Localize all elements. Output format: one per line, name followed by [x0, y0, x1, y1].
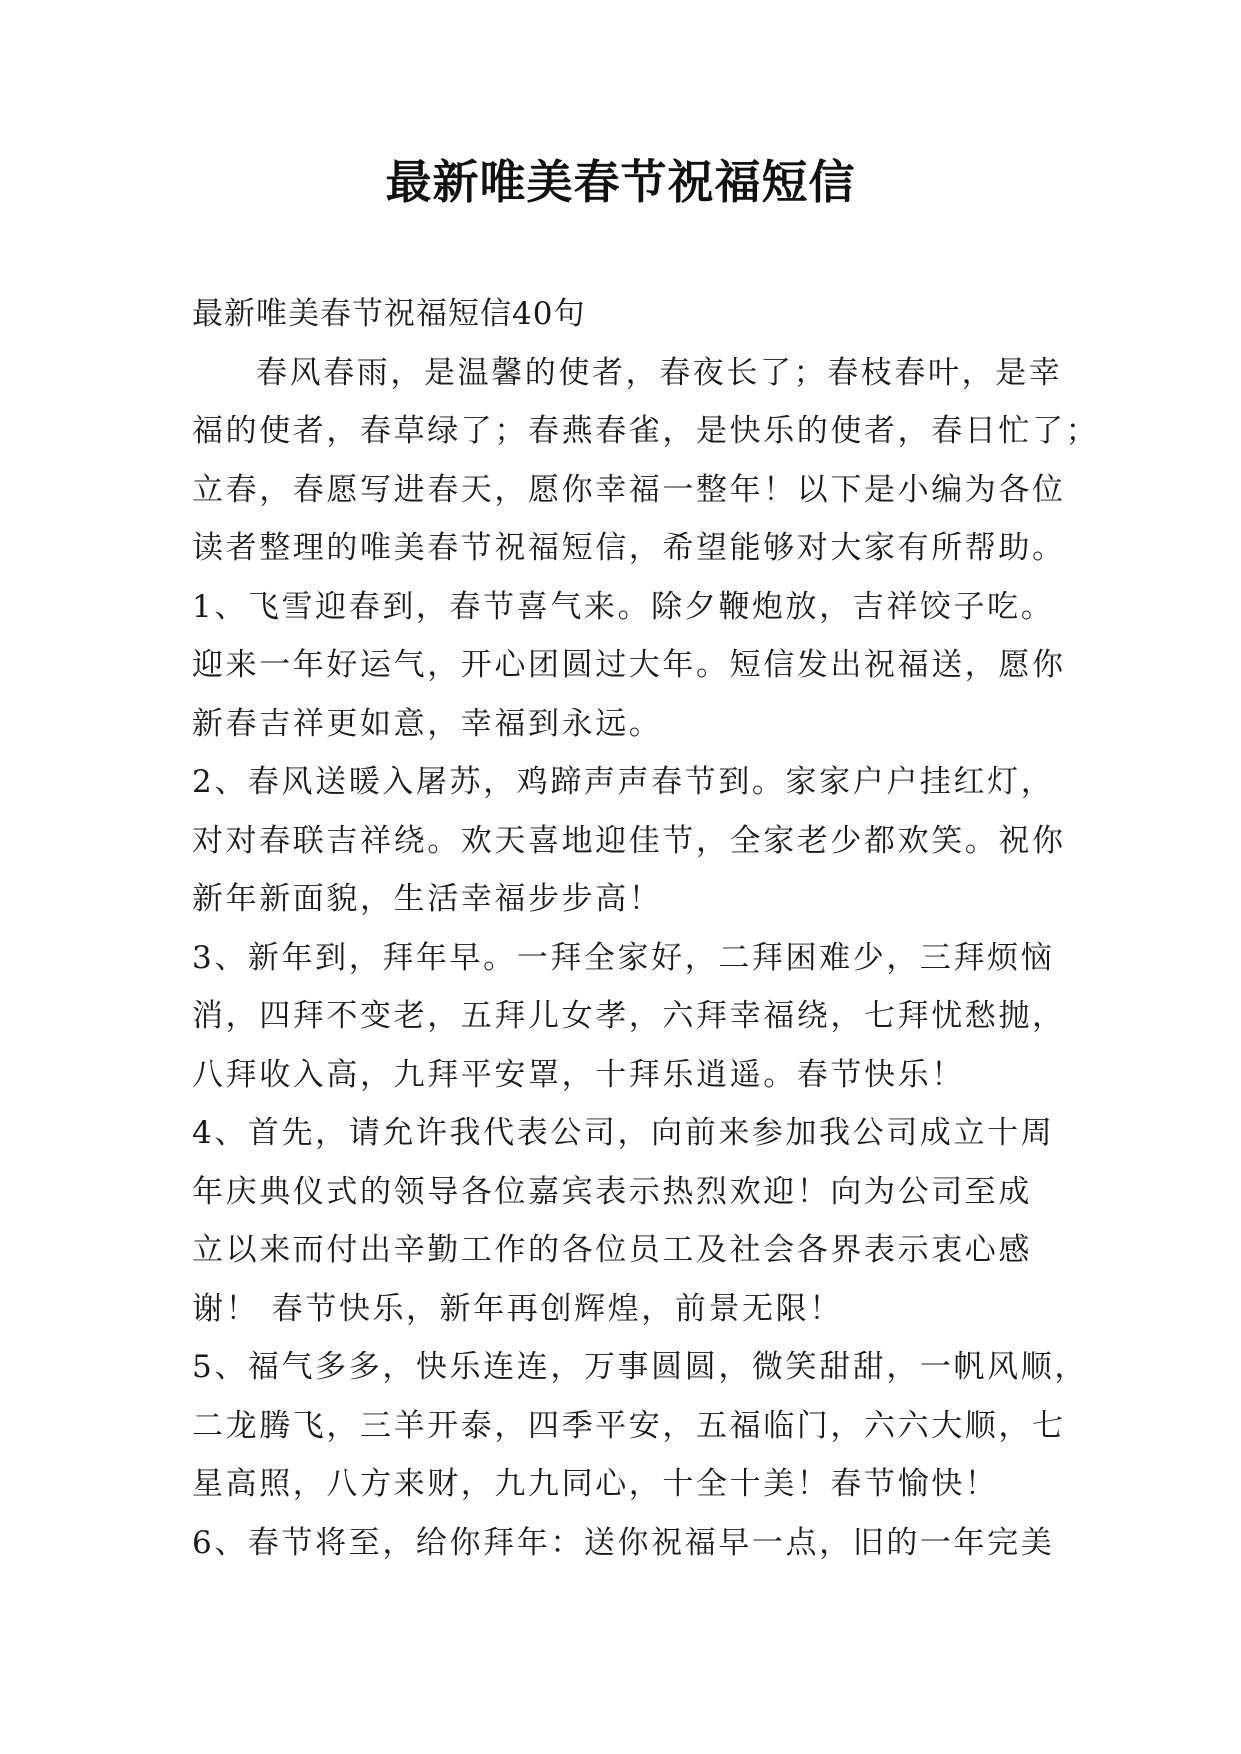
- item-5-line: 星高照，八方来财，九九同心，十全十美！春节愉快！: [192, 1466, 999, 1502]
- intro-line: 读者整理的唯美春节祝福短信，希望能够对大家有所帮助。: [192, 530, 1066, 566]
- item-4-line: 立以来而付出辛勤工作的各位员工及社会各界表示衷心感: [192, 1232, 1032, 1268]
- document-subtitle: 最新唯美春节祝福短信40句: [192, 296, 586, 332]
- item-1-line: 迎来一年好运气，开心团圆过大年。短信发出祝福送，愿你: [192, 647, 1066, 683]
- item-1-line: 1、飞雪迎春到，春节喜气来。除夕鞭炮放，吉祥饺子吃。: [192, 588, 1055, 625]
- item-3-line: 八拜收入高，九拜平安罩，十拜乐逍遥。春节快乐！: [192, 1056, 965, 1093]
- intro-line: 春风春雨，是温馨的使者，春夜长了；春枝春叶，是幸: [256, 354, 1063, 391]
- item-3-line: 消，四拜不变老，五拜儿女孝，六拜幸福绕，七拜忧愁抛，: [192, 998, 1066, 1034]
- item-5-line: 二龙腾飞，三羊开泰，四季平安，五福临门，六六大顺，七: [192, 1407, 1066, 1444]
- intro-line: 立春，春愿写进春天，愿你幸福一整年！以下是小编为各位: [192, 471, 1066, 508]
- intro-line: 福的使者，春草绿了；春燕春雀，是快乐的使者，春日忙了；: [192, 413, 1100, 449]
- document-body: [192, 285, 1100, 1572]
- item-2-line: 对对春联吉祥绕。欢天喜地迎佳节，全家老少都欢笑。祝你: [192, 822, 1066, 859]
- item-4-line: 4、首先，请允许我代表公司，向前来参加我公司成立十周: [192, 1115, 1055, 1151]
- item-2-line: 新年新面貌，生活幸福步步高！: [192, 881, 663, 917]
- document-title: 最新唯美春节祝福短信: [385, 155, 856, 209]
- item-4-line: 谢！ 春节快乐，新年再创辉煌，前景无限！: [192, 1290, 843, 1327]
- item-5-line: 5、福气多多，快乐连连，万事圆圆，微笑甜甜，一帆风顺，: [192, 1349, 1088, 1385]
- item-1-line: 新春吉祥更如意，幸福到永远。: [192, 705, 663, 742]
- item-2-line: 2、春风送暖入屠苏，鸡蹄声声春节到。家家户户挂红灯，: [192, 764, 1055, 800]
- item-6-line: 6、春节将至，给你拜年：送你祝福早一点，旧的一年完美: [192, 1524, 1055, 1561]
- item-4-line: 年庆典仪式的领导各位嘉宾表示热烈欢迎！向为公司至成: [192, 1173, 1032, 1210]
- item-3-line: 3、新年到，拜年早。一拜全家好，二拜困难少，三拜烦恼: [192, 939, 1055, 976]
